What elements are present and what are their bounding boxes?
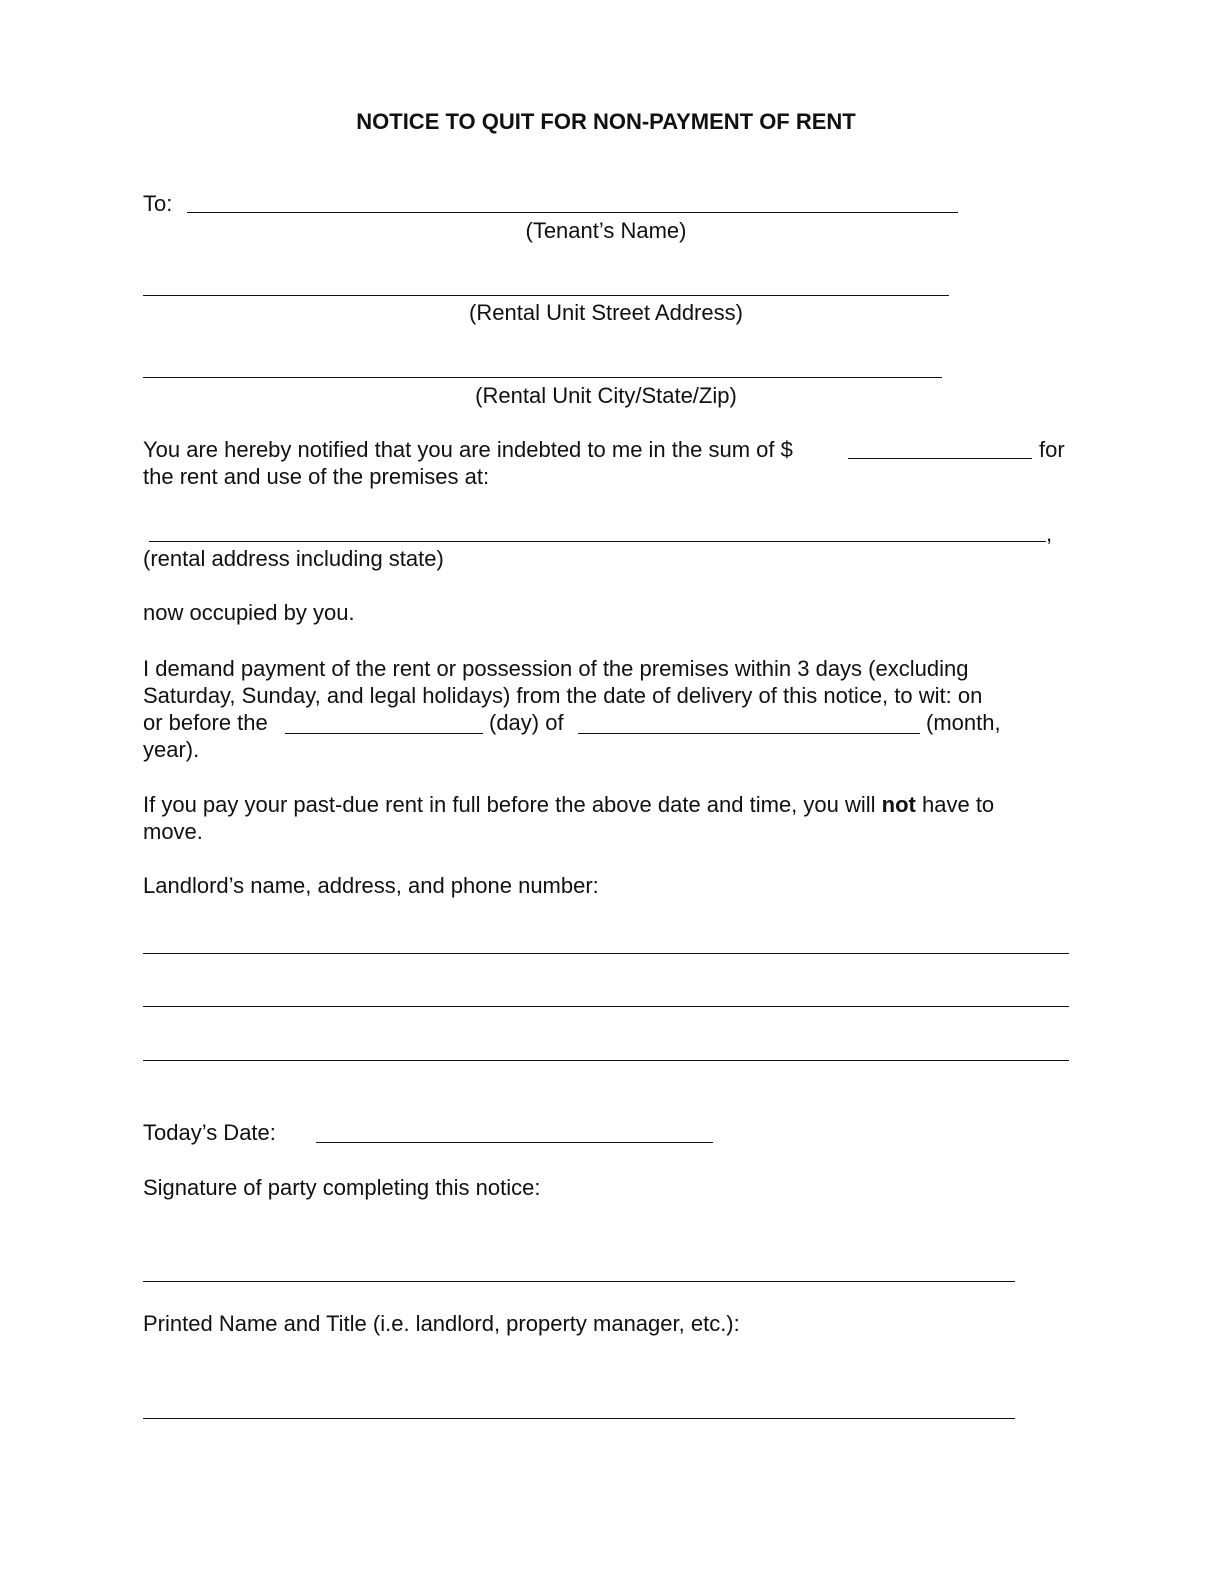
- signature-label: Signature of party completing this notice:: [143, 1175, 541, 1200]
- demand-line-3c: (month,: [926, 710, 1001, 735]
- pay-text-bold: not: [881, 792, 916, 817]
- pay-text-before: If you pay your past-due rent in full before the above date and time, you will: [143, 792, 876, 817]
- demand-line-1: I demand payment of the rent or possession of the premises within 3 days (excluding: [143, 656, 969, 681]
- pay-text-after: have to: [922, 792, 995, 817]
- pay-line-2: move.: [143, 819, 203, 844]
- signature-field[interactable]: [143, 1281, 1015, 1282]
- tenant-name-caption: (Tenant’s Name): [525, 218, 687, 243]
- street-address-field[interactable]: [143, 295, 949, 296]
- occupied-text: now occupied by you.: [143, 600, 355, 625]
- indebted-text: You are hereby notified that you are indebted to me in the sum of $: [143, 437, 793, 462]
- amount-field[interactable]: [848, 458, 1032, 459]
- rental-address-comma: ,: [1046, 521, 1053, 546]
- day-field[interactable]: [285, 733, 483, 734]
- month-year-field[interactable]: [578, 733, 920, 734]
- printed-name-label: Printed Name and Title (i.e. landlord, property manager, etc.):: [143, 1311, 740, 1336]
- indebted-line-2: the rent and use of the premises at:: [143, 464, 490, 489]
- landlord-info-line-2[interactable]: [143, 1006, 1069, 1007]
- printed-name-field[interactable]: [143, 1418, 1015, 1419]
- indebted-for: for: [1039, 437, 1065, 462]
- demand-line-4: year).: [143, 737, 200, 762]
- rental-address-caption: (rental address including state): [143, 546, 444, 571]
- pay-line-1: [143, 791, 994, 818]
- street-address-caption: (Rental Unit Street Address): [469, 300, 743, 325]
- landlord-label: Landlord’s name, address, and phone number:: [143, 873, 599, 898]
- demand-line-3b: (day) of: [489, 710, 564, 735]
- todays-date-field[interactable]: [316, 1142, 713, 1143]
- landlord-info-line-1[interactable]: [143, 953, 1069, 954]
- to-label: To:: [143, 191, 173, 216]
- city-state-zip-caption: (Rental Unit City/State/Zip): [475, 383, 737, 408]
- demand-line-3a: or before the: [143, 710, 268, 735]
- todays-date-label: Today’s Date:: [143, 1120, 276, 1145]
- tenant-name-field[interactable]: [187, 212, 958, 213]
- document-title: NOTICE TO QUIT FOR NON-PAYMENT OF RENT: [356, 109, 856, 134]
- landlord-info-line-3[interactable]: [143, 1060, 1069, 1061]
- city-state-zip-field[interactable]: [143, 377, 942, 378]
- rental-address-field[interactable]: [149, 541, 1046, 542]
- demand-line-2: Saturday, Sunday, and legal holidays) from the date of delivery of this notice, to wit: on: [143, 683, 983, 708]
